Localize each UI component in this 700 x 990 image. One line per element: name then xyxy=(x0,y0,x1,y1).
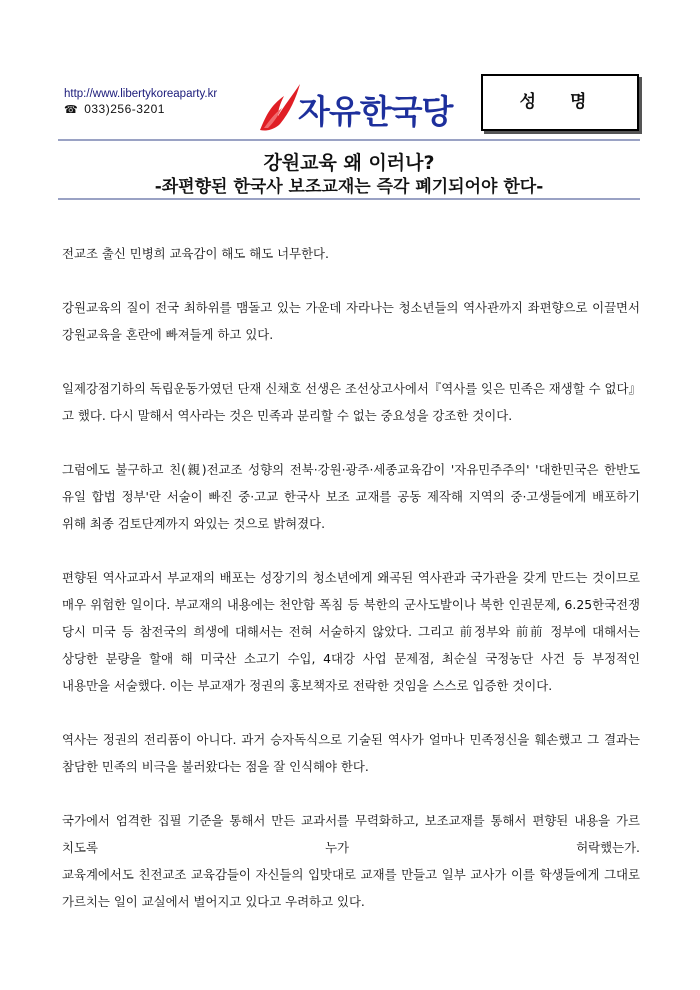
paragraph-gap xyxy=(62,780,640,807)
contact-info xyxy=(64,88,217,116)
party-website-link[interactable]: http://www.libertykoreaparty.kr xyxy=(64,88,218,100)
paragraph-line: 역사는 정권의 전리품이 아니다. 과거 승자독식으로 기술된 역사가 얼마나 민족정신을 훼손했고 그 결과는 xyxy=(62,732,640,747)
phone-icon: ☎ xyxy=(64,104,79,116)
party-logo xyxy=(254,80,453,134)
header-rule-top xyxy=(58,139,640,141)
paragraph-line: 상당한 분량을 할애 해 미국산 소고기 수입, 4대강 사업 문제점, 최순실 국정농단 사건 등 부정적인 xyxy=(62,651,640,666)
paragraph-line: 치도록 누가 허락했는가. xyxy=(62,840,640,855)
paragraph-line: 유일 합법 정부'란 서술이 빠진 중·고교 한국사 보조 교재를 공동 제작해 지역의 중·고생들에게 배포하기 xyxy=(62,489,640,504)
header-rule-bottom xyxy=(58,198,640,200)
paragraph-line: 가르치는 일이 교실에서 벌어지고 있다고 우려하고 있다. xyxy=(62,894,365,909)
statement-body xyxy=(62,240,640,915)
phone-line xyxy=(64,102,217,116)
paragraph-line: 편향된 역사교과서 부교재의 배포는 성장기의 청소년에게 왜곡된 역사관과 국가관을 갖게 만드는 것이므로 xyxy=(62,570,640,585)
paragraph-gap xyxy=(62,267,640,294)
paragraph-line: 내용만을 서술했다. 이는 부교재가 정권의 홍보책자로 전락한 것임을 스스로 입증한 것이다. xyxy=(62,678,553,693)
paragraph-line: 강원교육의 질이 전국 최하위를 맴돌고 있는 가운데 자라나는 청소년들의 역사관까지 좌편향으로 이끌면서 xyxy=(62,300,640,315)
phone-number: 033)256-3201 xyxy=(84,102,165,116)
paragraph-line: 위해 최종 검토단계까지 와있는 것으로 밝혀졌다. xyxy=(62,516,326,531)
paragraph-line: 강원교육을 혼란에 빠져들게 하고 있다. xyxy=(62,327,274,342)
logo-wordmark: 자유한국당 xyxy=(298,92,453,131)
paragraph-line: 일제강점기하의 독립운동가였던 단재 신채호 선생은 조선상고사에서『역사를 잊은 민족은 재생할 수 없다』 xyxy=(62,381,641,396)
paragraph-gap xyxy=(62,348,640,375)
paragraph-line: 매우 위험한 일이다. 부교재의 내용에는 천안함 폭침 등 북한의 군사도발이나 북한 인권문제, 6.25한국전쟁 xyxy=(62,597,640,612)
torch-flame-icon xyxy=(254,80,302,134)
statement-stamp xyxy=(481,74,639,131)
paragraph-line: 교육계에서도 친전교조 교육감들이 자신들의 입맛대로 교재를 만들고 일부 교사가 이를 학생들에게 그대로 xyxy=(62,867,640,882)
paragraph-line: 국가에서 엄격한 집필 기준을 통해서 만든 교과서를 무력화하고, 보조교재를 통해서 편향된 내용을 가르 xyxy=(62,813,640,828)
paragraph-line: 전교조 출신 민병희 교육감이 해도 해도 너무한다. xyxy=(62,246,329,261)
document-title: 강원교육 왜 이러나? xyxy=(263,152,435,174)
paragraph-line: 고 했다. 다시 말해서 역사라는 것은 민족과 분리할 수 없는 중요성을 강조한 것이다. xyxy=(62,408,513,423)
paragraph-line: 그럼에도 불구하고 친(親)전교조 성향의 전북·강원·광주·세종교육감이 '자유민주주의' '대한민국은 한반도 xyxy=(62,462,640,477)
paragraph-line: 참담한 민족의 비극을 불러왔다는 점을 잘 인식해야 한다. xyxy=(62,759,369,774)
document-subtitle: -좌편향된 한국사 보조교재는 즉각 폐기되어야 한다- xyxy=(154,177,544,197)
paragraph-gap xyxy=(62,537,640,564)
paragraph-gap xyxy=(62,699,640,726)
paragraph-gap xyxy=(62,429,640,456)
paragraph-line: 당시 미국 등 참전국의 희생에 대해서는 전혀 서술하지 않았다. 그리고 前정부와 前前 정부에 대해서는 xyxy=(62,624,640,639)
letterhead xyxy=(58,72,640,140)
stamp-label: 성 명 xyxy=(519,92,601,112)
